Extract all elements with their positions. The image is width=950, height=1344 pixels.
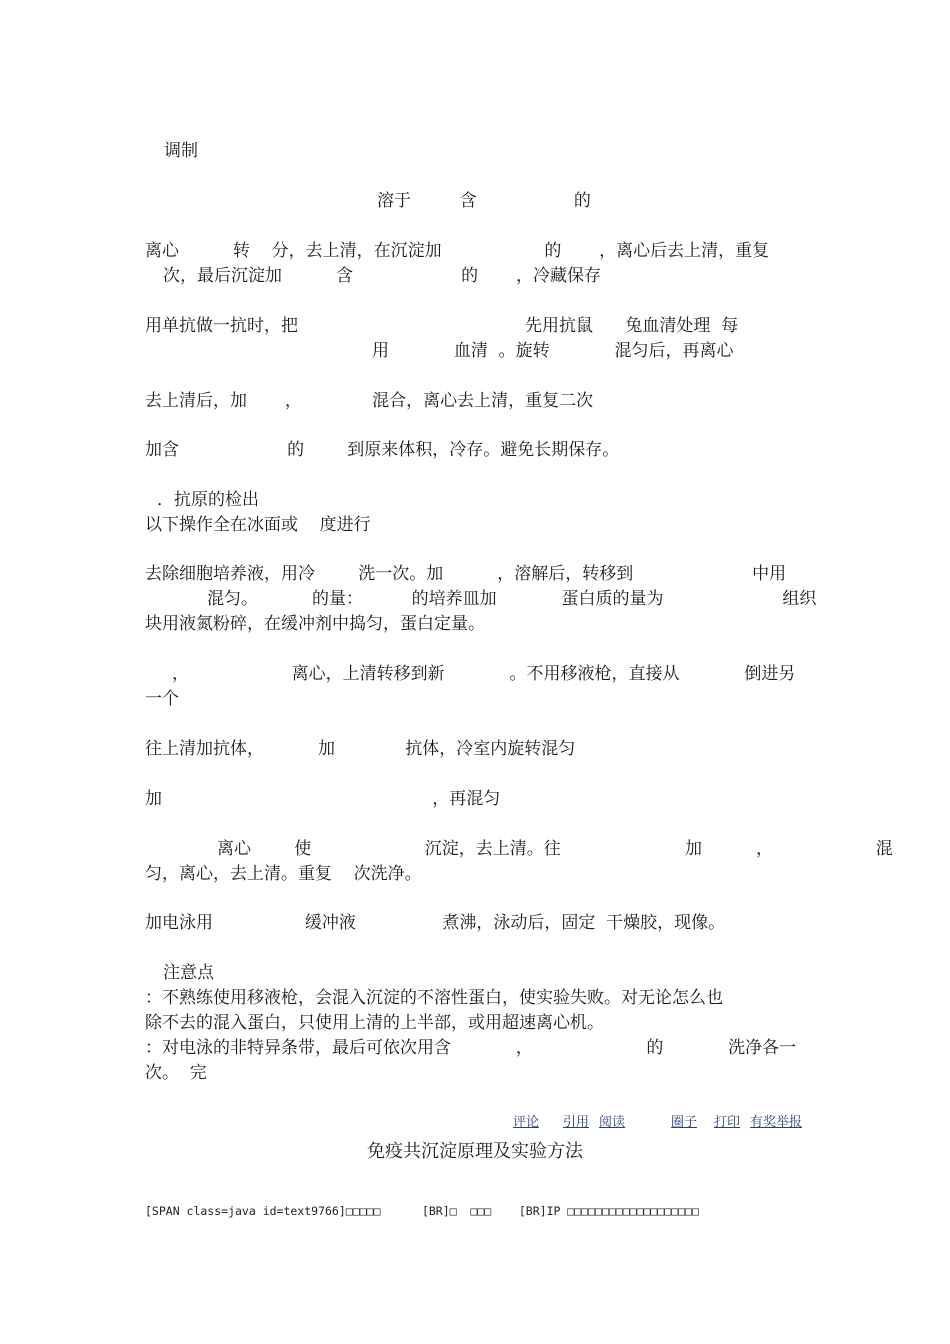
line-7: 去上清后，加 ， 混合，离心去上清，重复二次 bbox=[145, 391, 594, 411]
line-15: 一个 bbox=[145, 689, 179, 709]
line-1: 调制 bbox=[164, 141, 198, 161]
line-6: 用 血清 。旋转 混匀后，再离心 bbox=[372, 341, 734, 361]
line-23: 除不去的混入蛋白，只使用上清的上半部，或用超速离心机。 bbox=[145, 1013, 604, 1033]
quote-link[interactable]: 引用 bbox=[563, 1115, 590, 1130]
line-10: 以下操作全在冰面或 度进行 bbox=[145, 515, 371, 535]
article-title: 免疫共沉淀原理及实验方法 bbox=[367, 1141, 583, 1162]
line-11: 去除细胞培养液，用冷 洗一次。加 ，溶解后，转移到 中用 bbox=[145, 564, 787, 584]
line-21: 注意点 bbox=[163, 963, 214, 983]
line-3: 离心 转 分，去上清，在沉淀加 的 ，离心后去上清，重复 bbox=[145, 241, 770, 261]
line-22: ：不熟练使用移液枪，会混入沉淀的不溶性蛋白，使实验失败。对无论怎么也 bbox=[145, 988, 723, 1008]
line-24: ：对电泳的非特异条带，最后可依次用含 ， 的 洗净各一 bbox=[145, 1038, 797, 1058]
line-18: 离心 使 沉淀，去上清。往 加 ， 混 bbox=[217, 839, 893, 859]
comment-link[interactable]: 评论 bbox=[513, 1115, 540, 1130]
line-19: 匀，离心，去上清。重复 次洗净。 bbox=[145, 864, 422, 884]
print-link[interactable]: 打印 bbox=[714, 1115, 741, 1130]
line-13: 块用液氮粉碎，在缓冲剂中捣匀，蛋白定量。 bbox=[145, 614, 485, 634]
line-20: 加电泳用 缓冲液 煮沸，泳动后，固定 干燥胶，现像。 bbox=[145, 913, 726, 933]
line-5: 用单抗做一抗时，把 先用抗鼠 兔血清处理 每 bbox=[145, 316, 739, 336]
line-12: 混匀。 的量： 的培养皿加 蛋白质的量为 组织 bbox=[207, 589, 817, 609]
read-link[interactable]: 阅读 bbox=[599, 1115, 626, 1130]
report-link[interactable]: 有奖举报 bbox=[750, 1115, 803, 1130]
line-4: 次，最后沉淀加 含 的 ，冷藏保存 bbox=[163, 266, 601, 286]
line-16: 往上清加抗体， 加 抗体，冷室内旋转混匀 bbox=[145, 739, 576, 759]
line-14: ， 离心，上清转移到新 。不用移液枪，直接从 倒进另 bbox=[172, 664, 796, 684]
line-9: ．抗原的检出 bbox=[157, 490, 259, 510]
line-8: 加含 的 到原来体积，冷存。避免长期保存。 bbox=[145, 440, 620, 460]
circle-link[interactable]: 圈子 bbox=[671, 1115, 698, 1130]
line-17: 加 ，再混匀 bbox=[145, 789, 501, 809]
line-25: 次。 完 bbox=[145, 1063, 207, 1083]
footer-raw-text: [SPAN class=java id=text9766]□□□□□ [BR]□ □□□ [BR]IP □□□□□□□□□□□□□□□□□□□ bbox=[145, 1204, 699, 1218]
line-2: 溶于 含 的 bbox=[377, 191, 591, 211]
